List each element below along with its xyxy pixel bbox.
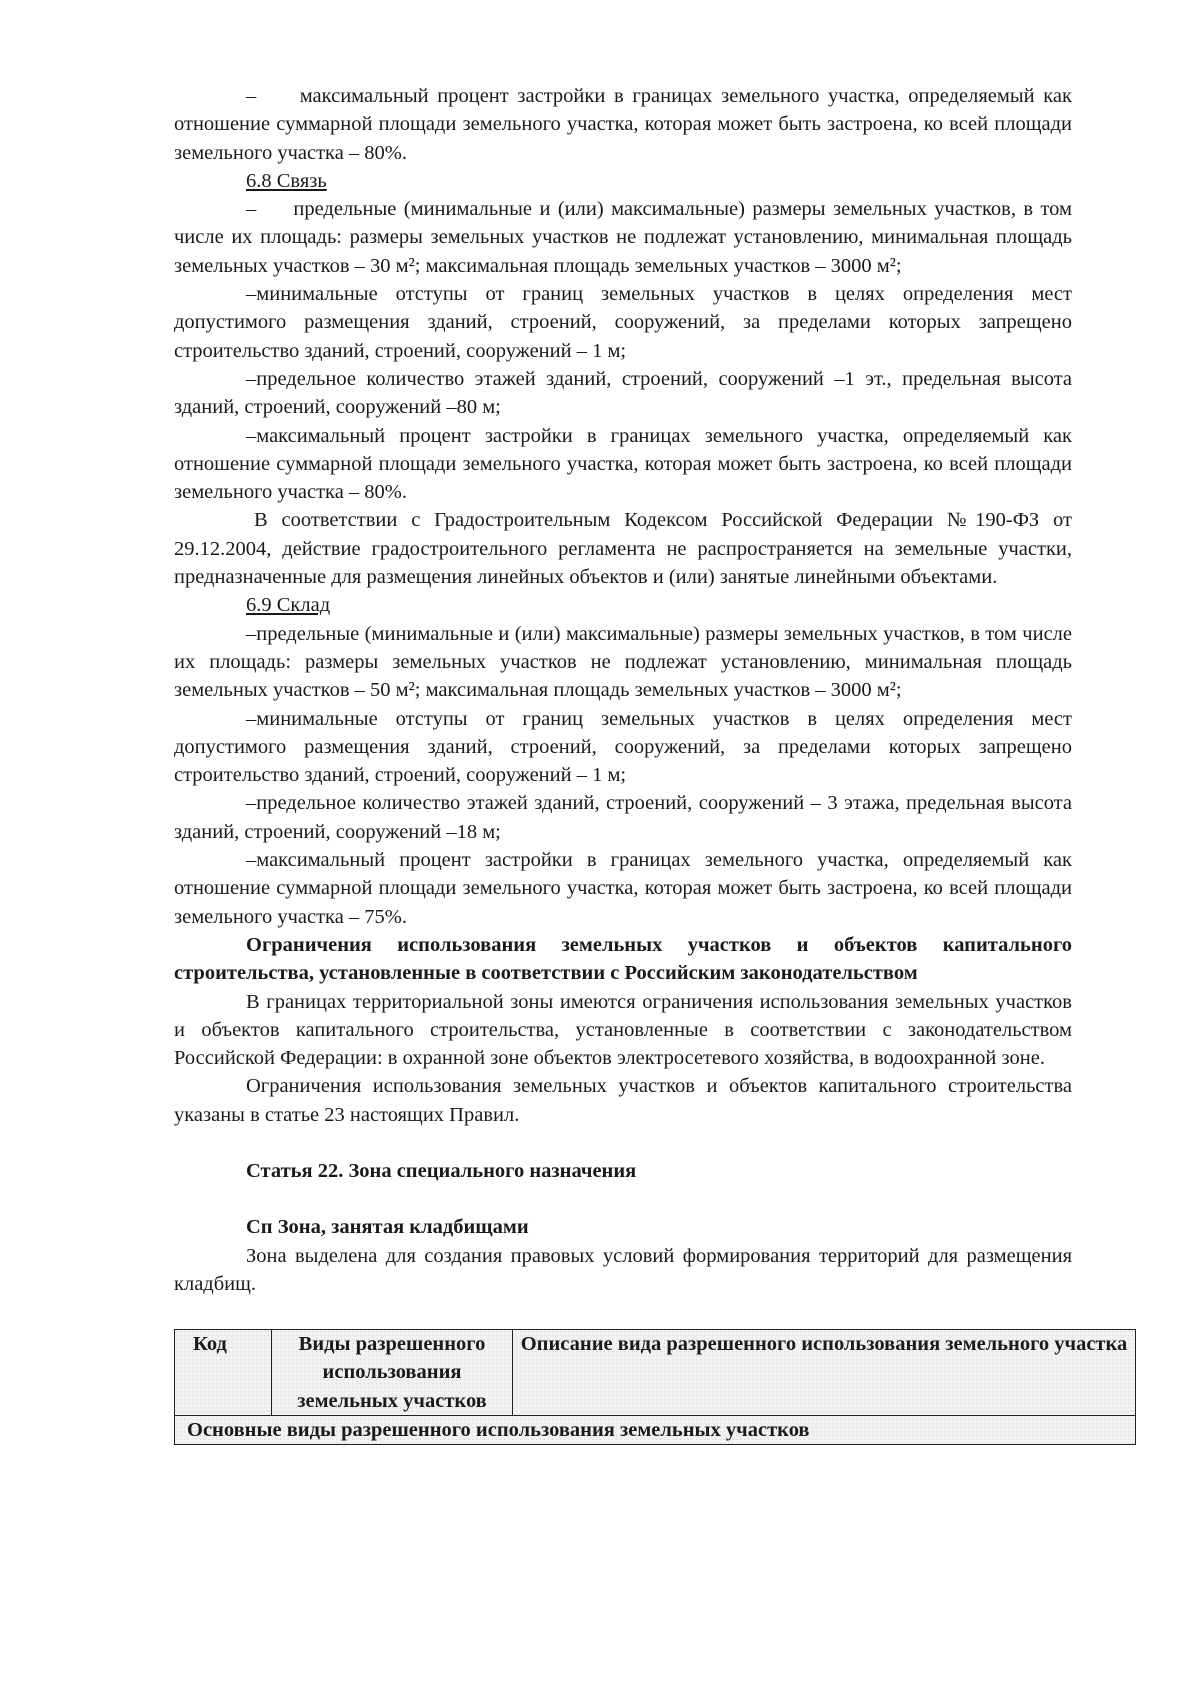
paragraph-max-build-percent-1: – максимальный процент застройки в границах земельного участка, определяемый как отношение суммарной площади земельного участка, которая может быть застроена, ко всей площади земельного участка – 80%. bbox=[174, 85, 1072, 164]
paragraph-setbacks-6-9: –минимальные отступы от границ земельных участков в целях определения мест допустимого размещения зданий, строений, сооружений, за пределами которых запрещено строительство зданий, строений, сооружений – 1 м; bbox=[174, 707, 1072, 787]
table-header-types: Виды разрешенного использования земельных участков bbox=[272, 1330, 513, 1416]
section-heading-6-8: 6.8 Связь bbox=[246, 169, 327, 192]
zone-table bbox=[174, 1329, 1136, 1445]
table-section-main: Основные виды разрешенного использования земельных участков bbox=[175, 1416, 1136, 1445]
paragraph-floors-6-8: –предельное количество этажей зданий, строений, сооружений –1 эт., предельная высота зданий, строений, сооружений –80 м; bbox=[174, 367, 1072, 419]
paragraph-plot-sizes-6-8: – предельные (минимальные и (или) максимальные) размеры земельных участков, в том числе их площадь: размеры земельных участков не подлежат установлению, минимальная площадь земельных участков – 30 м²; максимальная площадь земельных участков – 3000 м²; bbox=[174, 198, 1072, 277]
table-header-description: Описание вида разрешенного использования земельного участка bbox=[513, 1330, 1136, 1416]
paragraph-restrictions: В границах территориальной зоны имеются ограничения использования земельных участков и объектов капитального строительства, установленные в соответствии с законодательством Российской Федерации: в охранной зоне объектов электросетевого хозяйства, в водоохранной зоне. bbox=[174, 990, 1072, 1070]
paragraph-build-percent-6-9: –максимальный процент застройки в границах земельного участка, определяемый как отношение суммарной площади земельного участка, которая может быть застроена, ко всей площади земельного участка – 75%. bbox=[174, 849, 1072, 928]
paragraph-floors-6-9: –предельное количество этажей зданий, строений, сооружений – 3 этажа, предельная высота зданий, строений, сооружений –18 м; bbox=[174, 792, 1072, 843]
paragraph-zone-purpose: Зона выделена для создания правовых условий формирования территорий для размещения кладбищ. bbox=[174, 1244, 1072, 1295]
restrictions-heading: Ограничения использования земельных участков и объектов капитального строительства, установленные в соответствии с Российским законодательством bbox=[174, 933, 1072, 985]
section-heading-6-9: 6.9 Склад bbox=[246, 594, 331, 617]
zone-title: Сп Зона, занятая кладбищами bbox=[246, 1216, 529, 1239]
paragraph-restrictions-ref: Ограничения использования земельных участков и объектов капитального строительства указаны в статье 23 настоящих Правил. bbox=[174, 1075, 1072, 1126]
paragraph-setbacks-6-8: –минимальные отступы от границ земельных участков в целях определения мест допустимого размещения зданий, строений, сооружений, за пределами которых запрещено строительство зданий, строений, сооружений – 1 м; bbox=[174, 283, 1072, 362]
table-header-row bbox=[175, 1330, 1136, 1416]
paragraph-grad-code: В соответствии с Градостроительным Кодексом Российской Федерации №190-ФЗ от 29.12.2004, действие градостроительного регламента не распространяется на земельные участки, предназначенные для размещения линейных объектов и (или) занятые линейными объектами. bbox=[174, 509, 1072, 589]
table-row bbox=[175, 1416, 1136, 1445]
paragraph-build-percent-6-8: –максимальный процент застройки в границах земельного участка, определяемый как отношение суммарной площади земельного участка, которая может быть застроена, ко всей площади земельного участка – 80%. bbox=[174, 424, 1072, 504]
paragraph-plot-sizes-6-9: –предельные (минимальные и (или) максимальные) размеры земельных участков, в том числе их площадь: размеры земельных участков не подлежат установлению, минимальная площадь земельных участков – 50 м²; максимальная площадь земельных участков – 3000 м²; bbox=[174, 622, 1072, 702]
table-header-code: Код bbox=[175, 1330, 272, 1416]
article-title: Статья 22. Зона специального назначения bbox=[246, 1159, 637, 1182]
